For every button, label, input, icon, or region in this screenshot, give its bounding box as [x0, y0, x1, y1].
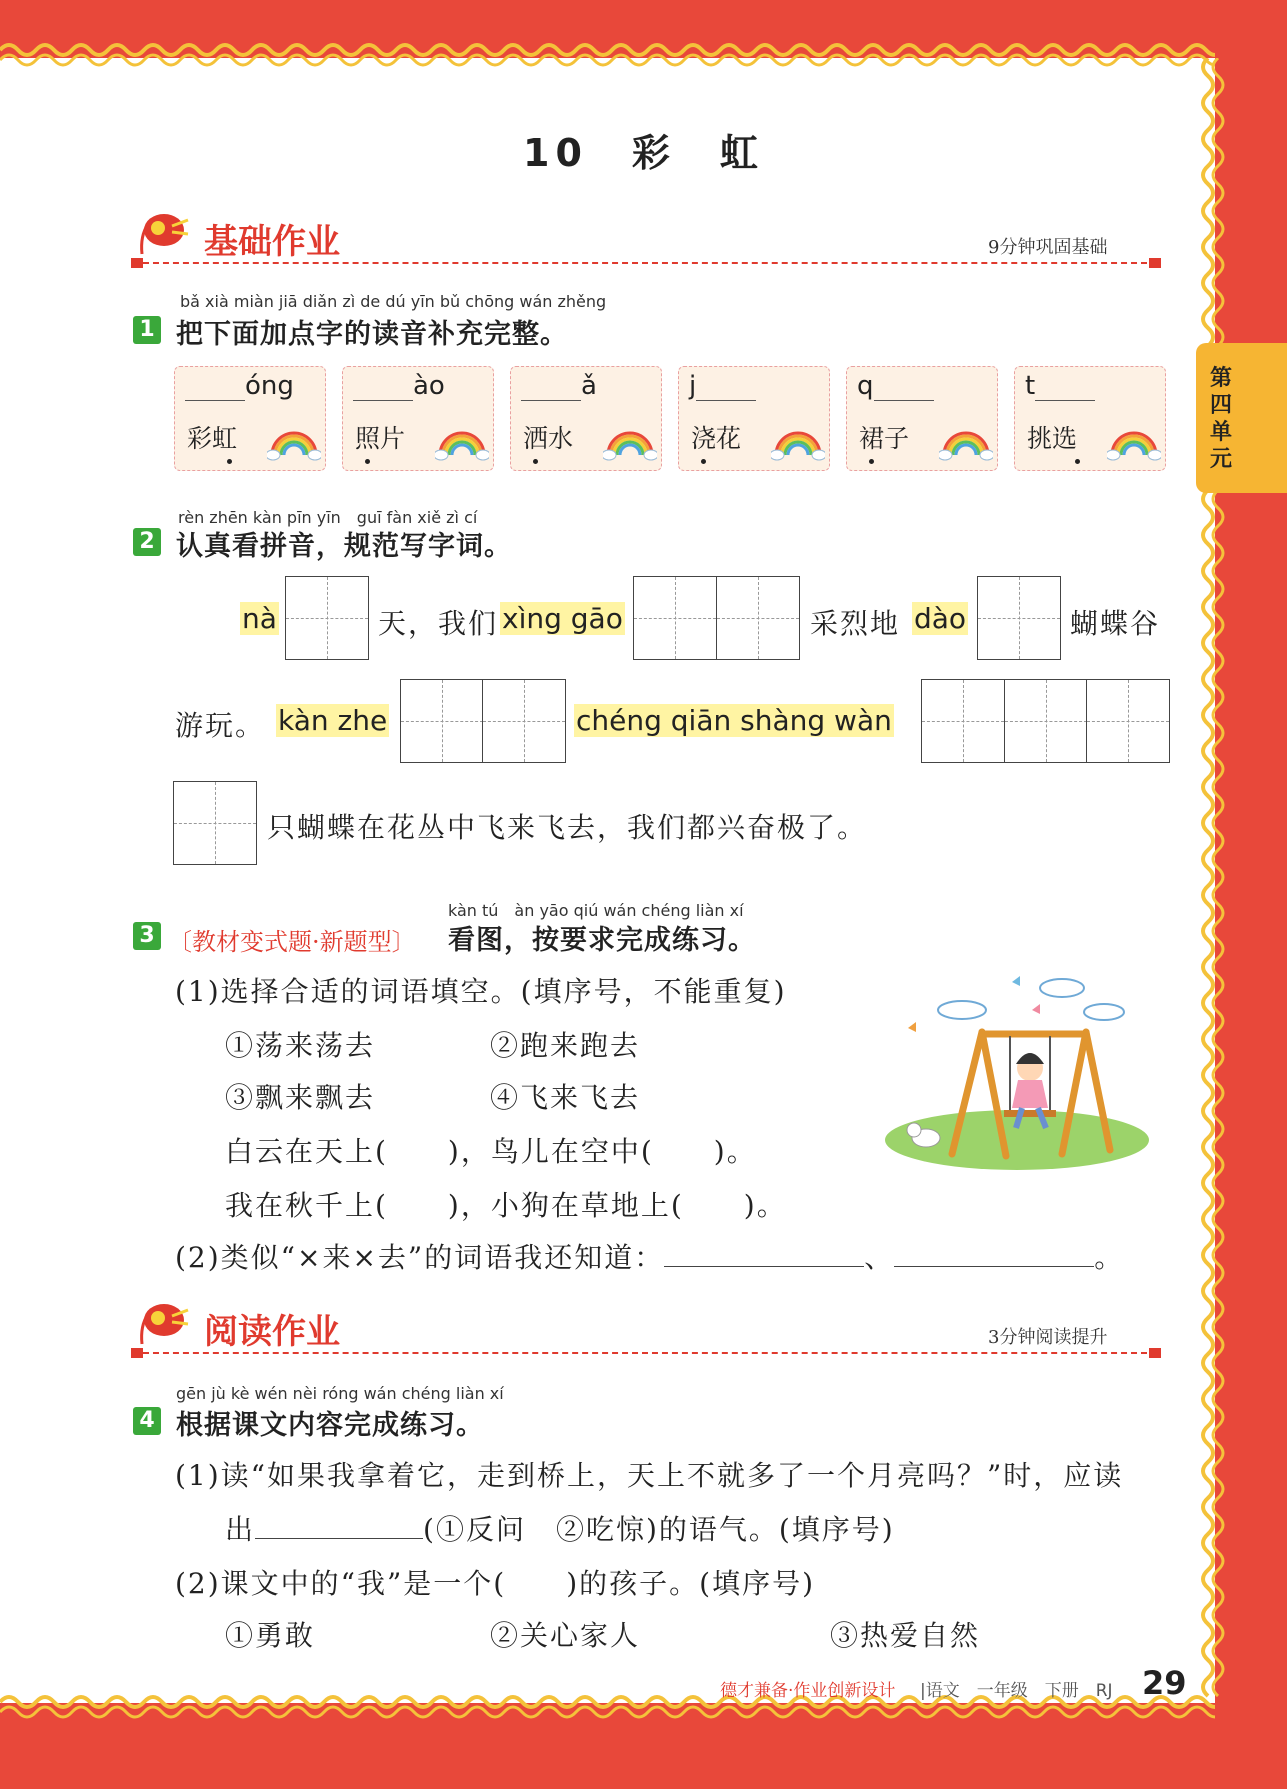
pinyin-blank[interactable]	[874, 372, 934, 401]
pinyin-card-word: 洒水	[523, 424, 574, 453]
pinyin-blank[interactable]	[353, 372, 413, 401]
answer-blank[interactable]	[255, 1514, 423, 1539]
q3-fill-2[interactable]: 我在秋千上( )，小狗在草地上( )。	[225, 1189, 787, 1222]
q2-text-4: 游玩。	[175, 709, 266, 742]
section-divider	[143, 1352, 1147, 1354]
rainbow-cloud-icon	[771, 423, 825, 463]
pinyin-card[interactable]	[1014, 366, 1166, 471]
pinyin-card-reading	[689, 371, 756, 401]
pinyin-initial: q	[857, 371, 874, 401]
q2-pinyin: rèn zhēn kàn pīn yīn guī fàn xiě zì cí	[178, 508, 478, 527]
emphasis-dot	[1075, 459, 1080, 464]
rainbow-cloud-icon	[1107, 423, 1161, 463]
pinyin-blank[interactable]	[185, 372, 245, 401]
writing-box[interactable]	[285, 576, 369, 660]
q4-sub1-line	[225, 1508, 895, 1548]
q3-pinyin: kàn tú àn yāo qiú wán chéng liàn xí	[448, 901, 744, 920]
writing-box[interactable]	[1004, 679, 1088, 763]
pinyin-card-word: 彩虹	[187, 424, 238, 453]
q3-sub2-line	[175, 1236, 1124, 1276]
divider-endcap	[131, 258, 143, 268]
q3-option-2: ②跑来跑去	[490, 1029, 641, 1062]
q4-option-3: ③热爱自然	[830, 1619, 981, 1652]
q4-option-2: ②关心家人	[490, 1619, 641, 1652]
pinyin-card-reading	[185, 371, 294, 401]
q2-text-1: 天，我们	[378, 607, 499, 640]
pinyin-card-word: 浇花	[691, 424, 742, 453]
pinyin-card[interactable]	[174, 366, 326, 471]
lesson-title: 10 彩 虹	[523, 131, 764, 175]
pinyin-card-reading	[857, 371, 934, 401]
pinyin-blank[interactable]	[1035, 372, 1095, 401]
writing-box[interactable]	[173, 781, 257, 865]
pinyin-card-word: 裙子	[859, 424, 910, 453]
q3-sub2-separator: 、	[864, 1241, 895, 1274]
q3-option-4: ④飞来飞去	[490, 1081, 641, 1114]
q2-text-2: 采烈地	[810, 607, 901, 640]
writing-box[interactable]	[400, 679, 484, 763]
pinyin-initial: j	[689, 371, 697, 401]
rainbow-cloud-icon	[939, 423, 993, 463]
section-reading-subtitle: 3分钟阅读提升	[988, 1327, 1108, 1348]
emphasis-dot	[533, 459, 538, 464]
q3-instruction: 看图，按要求完成练习。	[448, 925, 756, 956]
pinyin-card-reading	[521, 371, 597, 401]
pinyin-card-reading	[353, 371, 445, 401]
emphasis-dot	[701, 459, 706, 464]
divider-endcap	[131, 1348, 143, 1358]
writing-box[interactable]	[482, 679, 566, 763]
section-divider	[143, 262, 1147, 264]
q3-sub2: (2)类似“×来×去”的词语我还知道：	[175, 1241, 665, 1274]
section-reading-title: 阅读作业	[204, 1312, 340, 1352]
pinyin-kan-zhe: kàn zhe	[278, 704, 388, 737]
pinyin-dao: dào	[914, 602, 967, 635]
q2-text-3: 蝴蝶谷	[1070, 607, 1161, 640]
q3-sub1: (1)选择合适的词语填空。(填序号，不能重复)	[175, 975, 787, 1008]
pinyin-card-word: 照片	[355, 424, 406, 453]
pinyin-card-reading	[1025, 371, 1095, 401]
swing-illustration	[872, 972, 1158, 1184]
rainbow-cloud-icon	[603, 423, 657, 463]
q4-option-1: ①勇敢	[225, 1619, 316, 1652]
pinyin-card[interactable]	[342, 366, 494, 471]
q3-option-1: ①荡来荡去	[225, 1029, 376, 1062]
q2-number-badge: 2	[133, 528, 161, 556]
pinyin-blank[interactable]	[521, 372, 581, 401]
q4-sub2[interactable]: (2)课文中的“我”是一个( )的孩子。(填序号)	[175, 1567, 815, 1600]
q4-sub1-a: (1)读“如果我拿着它，走到桥上，天上不就多了一个月亮吗？”时，应读	[175, 1459, 1124, 1492]
page-number: 29	[1142, 1664, 1187, 1702]
writing-box[interactable]	[716, 576, 800, 660]
pinyin-xing-gao: xìng gāo	[502, 602, 623, 635]
q4-number-badge: 4	[133, 1407, 161, 1435]
unit-side-tab[interactable]	[1196, 343, 1287, 493]
q3-sub2-end: 。	[1094, 1241, 1125, 1274]
q3-tag: 〔教材变式题·新题型〕	[168, 928, 416, 956]
q1-instruction: 把下面加点字的读音补充完整。	[176, 319, 568, 350]
pinyin-final: ào	[413, 371, 445, 401]
writing-box[interactable]	[977, 576, 1061, 660]
q1-number-badge: 1	[133, 316, 161, 344]
writing-box[interactable]	[921, 679, 1005, 763]
q1-pinyin: bǎ xià miàn jiā diǎn zì de dú yīn bǔ chōng wán zhěng	[180, 292, 607, 311]
emphasis-dot	[227, 459, 232, 464]
answer-blank[interactable]	[664, 1242, 864, 1267]
q4-sub1-c: (①反问 ②吃惊)的语气。(填序号)	[423, 1513, 895, 1546]
top-wavy-border	[0, 40, 1215, 76]
q3-number-badge: 3	[133, 922, 161, 950]
pinyin-initial: t	[1025, 371, 1036, 401]
right-wavy-border	[1196, 58, 1232, 1703]
pinyin-card[interactable]	[678, 366, 830, 471]
q4-pinyin: gēn jù kè wén nèi róng wán chéng liàn xí	[176, 1384, 504, 1403]
emphasis-dot	[869, 459, 874, 464]
footer-brand: 德才兼备·作业创新设计	[720, 1681, 896, 1701]
balloon-icon	[134, 1296, 190, 1352]
rainbow-cloud-icon	[435, 423, 489, 463]
pinyin-final: ǎ	[581, 371, 597, 401]
answer-blank[interactable]	[894, 1242, 1094, 1267]
pinyin-final: óng	[245, 371, 294, 401]
q4-sub1-b: 出	[225, 1513, 256, 1546]
divider-endcap	[1149, 1348, 1161, 1358]
balloon-icon	[134, 206, 190, 262]
footer-meta: |语文 一年级 下册 RJ	[920, 1681, 1113, 1701]
pinyin-na: nà	[242, 602, 277, 635]
q2-instruction: 认真看拼音，规范写字词。	[176, 531, 512, 562]
pinyin-blank[interactable]	[696, 372, 756, 401]
emphasis-dot	[365, 459, 370, 464]
section-basic-title: 基础作业	[204, 222, 340, 262]
pinyin-card[interactable]	[846, 366, 998, 471]
divider-endcap	[1149, 258, 1161, 268]
pinyin-card-word: 挑选	[1027, 424, 1078, 453]
writing-box[interactable]	[633, 576, 717, 660]
pinyin-card[interactable]	[510, 366, 662, 471]
q4-instruction: 根据课文内容完成练习。	[176, 1410, 484, 1441]
q2-text-5: 只蝴蝶在花丛中飞来飞去，我们都兴奋极了。	[267, 811, 868, 844]
pinyin-cheng-qian-shang-wan: chéng qiān shàng wàn	[576, 704, 892, 737]
q3-fill-1[interactable]: 白云在天上( )，鸟儿在空中( )。	[225, 1135, 757, 1168]
rainbow-cloud-icon	[267, 423, 321, 463]
q3-option-3: ③飘来飘去	[225, 1081, 376, 1114]
unit-side-tab-label: 第四单元	[1210, 366, 1233, 472]
section-basic-subtitle: 9分钟巩固基础	[988, 237, 1108, 258]
